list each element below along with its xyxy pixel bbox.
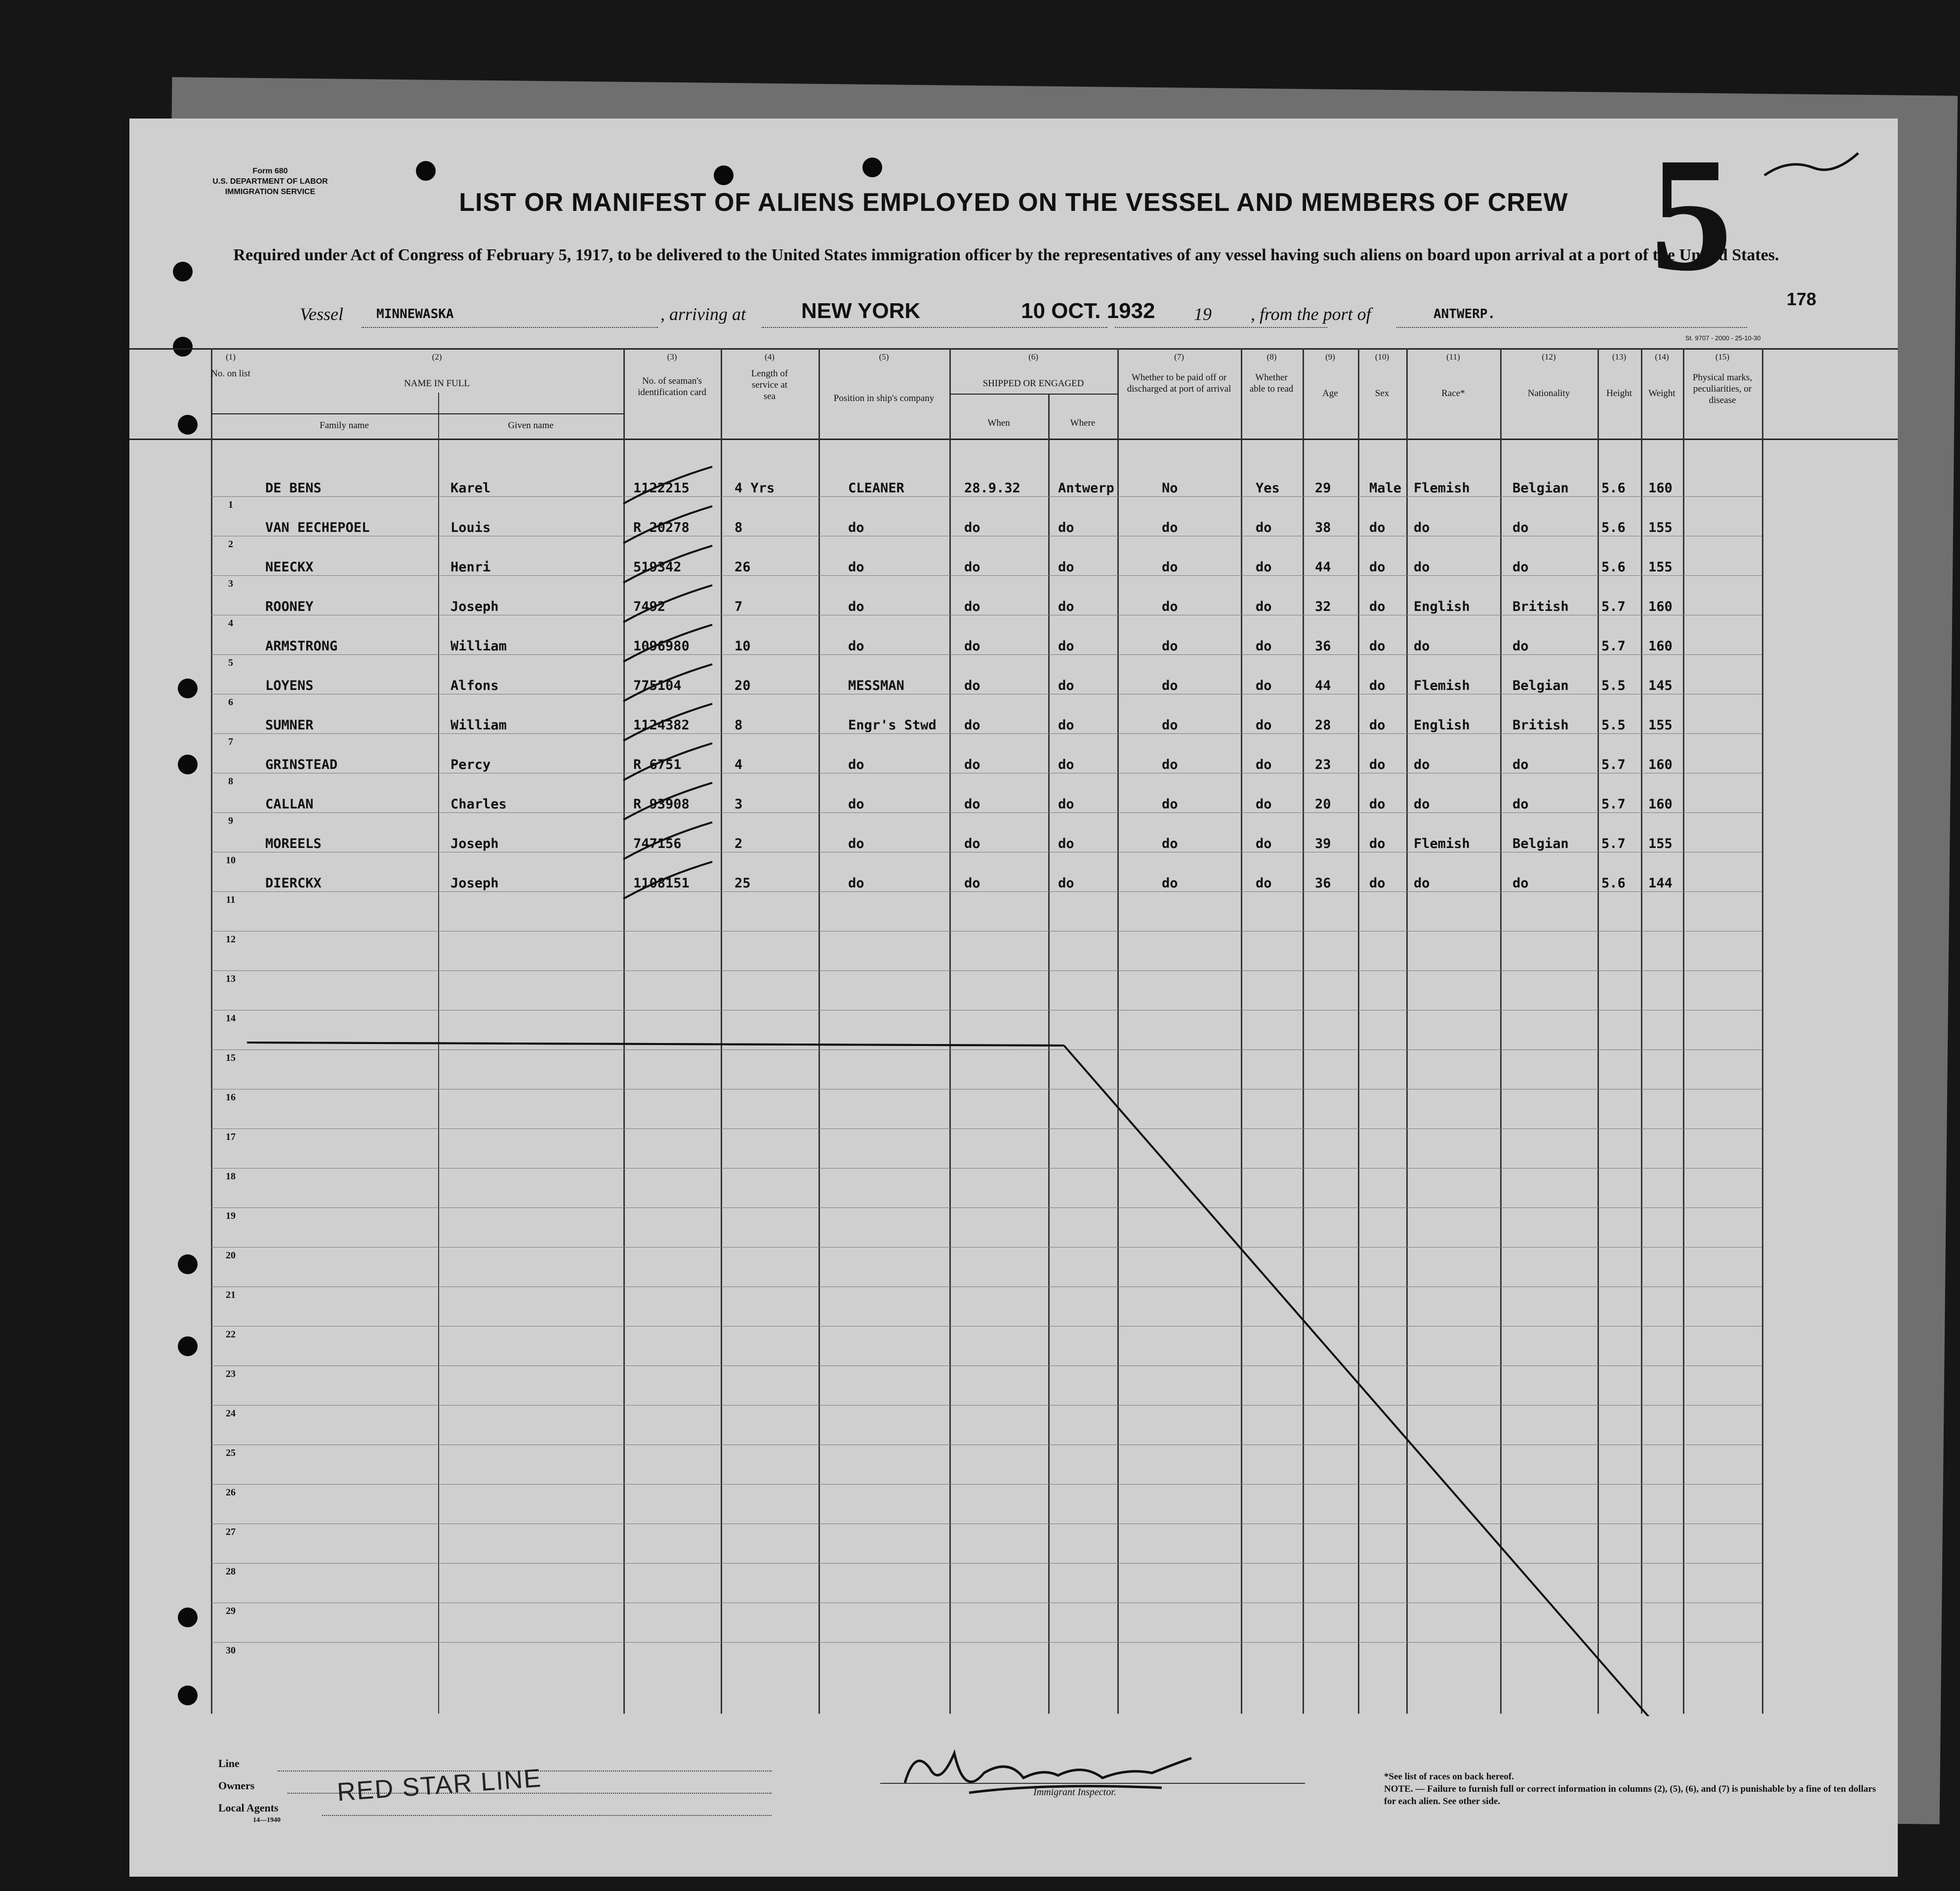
cell-age: 29: [1315, 481, 1331, 496]
cell-weight: 144: [1648, 876, 1673, 891]
cell-family: ROONEY: [265, 599, 314, 614]
cell-service: 4 Yrs: [735, 481, 775, 496]
cell-paid: do: [1162, 560, 1178, 575]
row-number: 10: [226, 855, 236, 866]
cell-sex: do: [1369, 757, 1386, 772]
inspector-label: Immigrant Inspector.: [1033, 1787, 1116, 1798]
cell-card: R 20278: [633, 520, 690, 535]
col-7-number: (7): [1174, 352, 1184, 362]
cell-service: 4: [735, 757, 743, 772]
cell-where: do: [1058, 757, 1074, 772]
check-mark: [623, 546, 712, 583]
cell-race: do: [1414, 520, 1430, 535]
departure-port: ANTWERP.: [1433, 307, 1496, 322]
cell-where: do: [1058, 639, 1074, 654]
row-number: 9: [228, 815, 233, 826]
cell-family: LOYENS: [265, 678, 314, 693]
cell-when: 28.9.32: [964, 481, 1021, 496]
cell-where: do: [1058, 797, 1074, 812]
cell-position: MESSMAN: [848, 678, 904, 693]
col-8-number: (8): [1266, 352, 1277, 362]
cell-where: do: [1058, 599, 1074, 614]
col-header-race: Race*: [1441, 388, 1465, 399]
line-label: Line: [218, 1757, 240, 1770]
cell-weight: 160: [1648, 797, 1673, 812]
check-mark: [623, 467, 712, 504]
cell-service: 25: [735, 876, 751, 891]
penalty-note: NOTE. — Failure to furnish full or correct information in columns (2), (5), (6), and (7) is punishable by a fine of ten dollars for each alien. See other side.: [1384, 1784, 1876, 1807]
cell-position: do: [848, 560, 864, 575]
arrival-port: NEW YORK: [801, 299, 921, 323]
year-label: 19: [1194, 304, 1212, 324]
cell-age: 44: [1315, 678, 1331, 693]
cell-weight: 160: [1648, 639, 1673, 654]
cell-when: do: [964, 876, 980, 891]
cell-age: 36: [1315, 639, 1331, 654]
cell-given: Karel: [450, 481, 491, 496]
col-11-number: (11): [1446, 352, 1460, 362]
cell-height: 5.5: [1601, 718, 1626, 733]
cell-nat: Belgian: [1512, 836, 1569, 851]
row-number: 3: [228, 578, 233, 589]
cell-given: Percy: [450, 757, 491, 772]
cell-card: R 93908: [633, 797, 690, 812]
cell-height: 5.7: [1601, 836, 1626, 851]
cell-when: do: [964, 718, 980, 733]
cell-position: do: [848, 599, 864, 614]
col-header-position: Position in ship's company: [833, 393, 935, 403]
row-number: 12: [226, 934, 236, 945]
cell-age: 38: [1315, 520, 1331, 535]
cell-card: 1108151: [633, 876, 690, 891]
cell-service: 20: [735, 678, 751, 693]
cell-read: do: [1256, 560, 1272, 575]
cell-weight: 145: [1648, 678, 1673, 693]
service-name: IMMIGRATION SERVICE: [225, 188, 316, 196]
cell-service: 10: [735, 639, 751, 654]
cell-service: 8: [735, 520, 743, 535]
row-number: 11: [226, 894, 236, 905]
row-number: 28: [226, 1566, 236, 1577]
col-header-given-name: Given name: [508, 420, 554, 431]
cell-age: 39: [1315, 836, 1331, 851]
handwritten-sheet-number: 5: [1651, 124, 1732, 305]
cell-given: Henri: [450, 560, 491, 575]
inspector-signature: [895, 1738, 1290, 1812]
cell-card: R 6751: [633, 757, 682, 772]
cell-card: 747156: [633, 836, 682, 851]
cell-given: Joseph: [450, 876, 499, 891]
cell-given: William: [450, 639, 507, 654]
cell-sex: do: [1369, 836, 1386, 851]
cell-nat: do: [1512, 639, 1529, 654]
col-13-number: (13): [1612, 352, 1627, 362]
cell-weight: 155: [1648, 520, 1673, 535]
cell-read: do: [1256, 797, 1272, 812]
agents-reference: 14—1940: [253, 1816, 281, 1824]
vessel-name: MINNEWASKA: [376, 307, 454, 322]
cell-race: do: [1414, 876, 1430, 891]
cell-sex: do: [1369, 876, 1386, 891]
cell-race: do: [1414, 639, 1430, 654]
cell-weight: 160: [1648, 481, 1673, 496]
cell-paid: do: [1162, 797, 1178, 812]
races-note: *See list of races on back hereof.: [1384, 1771, 1514, 1782]
cell-position: do: [848, 757, 864, 772]
cell-position: do: [848, 639, 864, 654]
col-14-number: (14): [1655, 352, 1669, 362]
cell-height: 5.6: [1601, 560, 1626, 575]
col-15-number: (15): [1715, 352, 1730, 362]
col-header-physical-marks: Physical marks, peculiarities, or disease: [1692, 372, 1753, 405]
owners-label: Owners: [218, 1779, 255, 1792]
cell-read: do: [1256, 599, 1272, 614]
cell-age: 32: [1315, 599, 1331, 614]
manifest-sheet: [129, 119, 1898, 1877]
document-title: LIST OR MANIFEST OF ALIENS EMPLOYED ON THE VESSEL AND MEMBERS OF CREW: [459, 188, 1568, 217]
row-number: 18: [226, 1171, 236, 1182]
row-number: 20: [226, 1250, 236, 1261]
row-number: 8: [228, 776, 233, 787]
form-number: Form 680: [252, 167, 288, 175]
cell-weight: 155: [1648, 836, 1673, 851]
cell-paid: do: [1162, 599, 1178, 614]
col-header-shipped-or-engaged: SHIPPED OR ENGAGED: [982, 378, 1084, 389]
col-header-weight: Weight: [1648, 388, 1675, 399]
col-header-name-in-full: NAME IN FULL: [404, 378, 470, 389]
cell-service: 26: [735, 560, 751, 575]
col-header-when: When: [987, 418, 1010, 428]
cell-read: do: [1256, 678, 1272, 693]
cell-nat: do: [1512, 797, 1529, 812]
cell-weight: 160: [1648, 599, 1673, 614]
col-2-number: (2): [432, 352, 442, 362]
cell-paid: do: [1162, 520, 1178, 535]
cell-race: Flemish: [1414, 481, 1470, 496]
cell-paid: do: [1162, 836, 1178, 851]
row-number: 13: [226, 973, 236, 984]
check-mark: [623, 506, 712, 543]
handwritten-mark: [1759, 148, 1868, 188]
punch-hole: [714, 165, 734, 185]
cell-race: do: [1414, 560, 1430, 575]
row-number: 29: [226, 1606, 236, 1616]
cell-height: 5.7: [1601, 797, 1626, 812]
check-mark: [623, 743, 712, 780]
check-mark: [623, 585, 712, 622]
from-label: , from the port of: [1251, 304, 1371, 324]
row-number: 24: [226, 1408, 236, 1419]
cell-position: do: [848, 797, 864, 812]
cell-where: do: [1058, 560, 1074, 575]
cell-given: Charles: [450, 797, 507, 812]
cell-position: do: [848, 836, 864, 851]
cell-race: do: [1414, 797, 1430, 812]
id-card-check-marks: [129, 348, 1898, 1716]
col-12-number: (12): [1542, 352, 1556, 362]
cell-weight: 160: [1648, 757, 1673, 772]
cell-sex: Male: [1369, 481, 1402, 496]
row-number: 26: [226, 1487, 236, 1498]
row-number: 25: [226, 1448, 236, 1458]
cell-read: Yes: [1256, 481, 1280, 496]
cell-family: GRINSTEAD: [265, 757, 338, 772]
col-header-able-to-read: Whether able to read: [1249, 372, 1294, 394]
cell-given: Joseph: [450, 599, 499, 614]
row-number: 21: [226, 1289, 236, 1300]
col-header-where: Where: [1070, 418, 1096, 428]
cell-age: 44: [1315, 560, 1331, 575]
col-header-family-name: Family name: [320, 420, 369, 431]
cell-where: do: [1058, 876, 1074, 891]
cell-when: do: [964, 599, 980, 614]
document-subtitle: Required under Act of Congress of February 5, 1917, to be delivered to the United States immigration officer by the representatives of any vessel having such aliens on board upon arrival at a port of the United States.: [233, 246, 1779, 264]
check-mark: [623, 664, 712, 701]
cell-age: 23: [1315, 757, 1331, 772]
cell-paid: do: [1162, 757, 1178, 772]
cell-race: Flemish: [1414, 836, 1470, 851]
col-6-number: (6): [1028, 352, 1038, 362]
cell-service: 8: [735, 718, 743, 733]
row-number: 22: [226, 1329, 236, 1340]
cell-family: CALLAN: [265, 797, 314, 812]
arriving-label: , arriving at: [660, 304, 746, 324]
row-number: 1: [228, 499, 233, 510]
cell-age: 36: [1315, 876, 1331, 891]
cell-family: NEECKX: [265, 560, 314, 575]
cell-read: do: [1256, 639, 1272, 654]
cell-sex: do: [1369, 718, 1386, 733]
cell-read: do: [1256, 757, 1272, 772]
punch-hole: [173, 262, 193, 282]
col-header-no-on-list: No. on list: [211, 368, 250, 379]
cell-service: 7: [735, 599, 743, 614]
cell-position: Engr's Stwd: [848, 718, 937, 733]
cell-card: 1124382: [633, 718, 690, 733]
cell-position: CLEANER: [848, 481, 904, 496]
department-name: U.S. DEPARTMENT OF LABOR: [212, 177, 328, 186]
cell-nat: British: [1512, 718, 1569, 733]
cell-sex: do: [1369, 678, 1386, 693]
cell-given: William: [450, 718, 507, 733]
cell-when: do: [964, 678, 980, 693]
manifest-table: [129, 348, 1898, 1716]
cell-age: 28: [1315, 718, 1331, 733]
cell-where: do: [1058, 520, 1074, 535]
red-star-line-stamp: RED STAR LINE: [336, 1764, 543, 1807]
row-number: 2: [228, 539, 233, 550]
cell-sex: do: [1369, 797, 1386, 812]
cell-weight: 155: [1648, 560, 1673, 575]
cell-family: MOREELS: [265, 836, 322, 851]
cell-paid: do: [1162, 876, 1178, 891]
cell-when: do: [964, 520, 980, 535]
cell-read: do: [1256, 876, 1272, 891]
row-number: 30: [226, 1645, 236, 1656]
cell-paid: No: [1162, 481, 1178, 496]
cell-race: English: [1414, 599, 1470, 614]
col-header-age: Age: [1322, 388, 1338, 399]
cell-when: do: [964, 639, 980, 654]
cell-when: do: [964, 836, 980, 851]
cell-height: 5.7: [1601, 599, 1626, 614]
cell-read: do: [1256, 520, 1272, 535]
cell-nat: do: [1512, 757, 1529, 772]
row-number: 14: [226, 1013, 236, 1024]
col-9-number: (9): [1325, 352, 1335, 362]
cell-race: do: [1414, 757, 1430, 772]
cell-position: do: [848, 520, 864, 535]
col-10-number: (10): [1375, 352, 1389, 362]
check-mark: [623, 783, 712, 820]
check-mark: [623, 704, 712, 741]
cell-race: Flemish: [1414, 678, 1470, 693]
cell-card: 519342: [633, 560, 682, 575]
cell-family: VAN EECHEPOEL: [265, 520, 370, 535]
row-number: 15: [226, 1052, 236, 1063]
cell-family: DIERCKX: [265, 876, 322, 891]
row-number: 7: [228, 736, 233, 747]
local-agents-label: Local Agents: [218, 1802, 279, 1814]
cell-height: 5.6: [1601, 876, 1626, 891]
row-number: 27: [226, 1527, 236, 1537]
cell-where: Antwerp: [1058, 481, 1114, 496]
cell-read: do: [1256, 836, 1272, 851]
vessel-label: Vessel: [300, 304, 343, 324]
cell-paid: do: [1162, 678, 1178, 693]
cell-height: 5.7: [1601, 757, 1626, 772]
punch-hole: [416, 161, 436, 181]
page-number: 178: [1787, 289, 1817, 309]
col-header-nationality: Nationality: [1527, 388, 1570, 399]
col-header-paid-off: Whether to be paid off or discharged at port of arrival: [1127, 372, 1231, 394]
cell-family: ARMSTRONG: [265, 639, 338, 654]
cell-height: 5.7: [1601, 639, 1626, 654]
cell-read: do: [1256, 718, 1272, 733]
col-1-number: (1): [226, 352, 236, 362]
cell-where: do: [1058, 678, 1074, 693]
cell-nat: Belgian: [1512, 481, 1569, 496]
row-number: 23: [226, 1368, 236, 1379]
footnote: [1384, 1770, 1878, 1808]
cell-weight: 155: [1648, 718, 1673, 733]
cell-service: 2: [735, 836, 743, 851]
row-number: 6: [228, 697, 233, 708]
cell-where: do: [1058, 836, 1074, 851]
cell-service: 3: [735, 797, 743, 812]
cell-card: 1096980: [633, 639, 690, 654]
row-number: 17: [226, 1131, 236, 1142]
cell-sex: do: [1369, 599, 1386, 614]
cell-where: do: [1058, 718, 1074, 733]
cell-paid: do: [1162, 639, 1178, 654]
cell-height: 5.6: [1601, 481, 1626, 496]
check-mark: [623, 625, 712, 662]
cell-given: Joseph: [450, 836, 499, 851]
row-number: 19: [226, 1210, 236, 1221]
col-3-number: (3): [667, 352, 677, 362]
cell-when: do: [964, 560, 980, 575]
cell-sex: do: [1369, 639, 1386, 654]
cell-paid: do: [1162, 718, 1178, 733]
row-number: 16: [226, 1092, 236, 1103]
cell-nat: British: [1512, 599, 1569, 614]
cell-family: SUMNER: [265, 718, 314, 733]
cell-sex: do: [1369, 520, 1386, 535]
cell-family: DE BENS: [265, 481, 322, 496]
cell-given: Alfons: [450, 678, 499, 693]
cell-card: 1122215: [633, 481, 690, 496]
print-reference: St. 9707 - 2000 - 25-10-30: [1685, 334, 1761, 342]
cell-card: 7492: [633, 599, 666, 614]
col-header-seaman-id-card: No. of seaman's identification card: [638, 376, 706, 398]
check-mark: [623, 862, 712, 899]
cell-position: do: [848, 876, 864, 891]
cell-sex: do: [1369, 560, 1386, 575]
cell-given: Louis: [450, 520, 491, 535]
col-header-height: Height: [1606, 388, 1632, 399]
cell-nat: do: [1512, 560, 1529, 575]
col-5-number: (5): [879, 352, 889, 362]
punch-hole: [862, 158, 882, 177]
cell-height: 5.6: [1601, 520, 1626, 535]
arrival-date: 10 OCT. 1932: [1021, 299, 1155, 323]
check-mark: [623, 822, 712, 859]
col-header-sex: Sex: [1375, 388, 1389, 399]
cell-nat: do: [1512, 876, 1529, 891]
cell-nat: do: [1512, 520, 1529, 535]
cell-height: 5.5: [1601, 678, 1626, 693]
cell-card: 775104: [633, 678, 682, 693]
col-header-length-of-service: Length of service at sea: [751, 368, 788, 402]
row-number: 5: [228, 657, 233, 668]
cell-age: 20: [1315, 797, 1331, 812]
row-number: 4: [228, 618, 233, 629]
cell-when: do: [964, 797, 980, 812]
cell-nat: Belgian: [1512, 678, 1569, 693]
cell-when: do: [964, 757, 980, 772]
cell-race: English: [1414, 718, 1470, 733]
col-4-number: (4): [765, 352, 775, 362]
